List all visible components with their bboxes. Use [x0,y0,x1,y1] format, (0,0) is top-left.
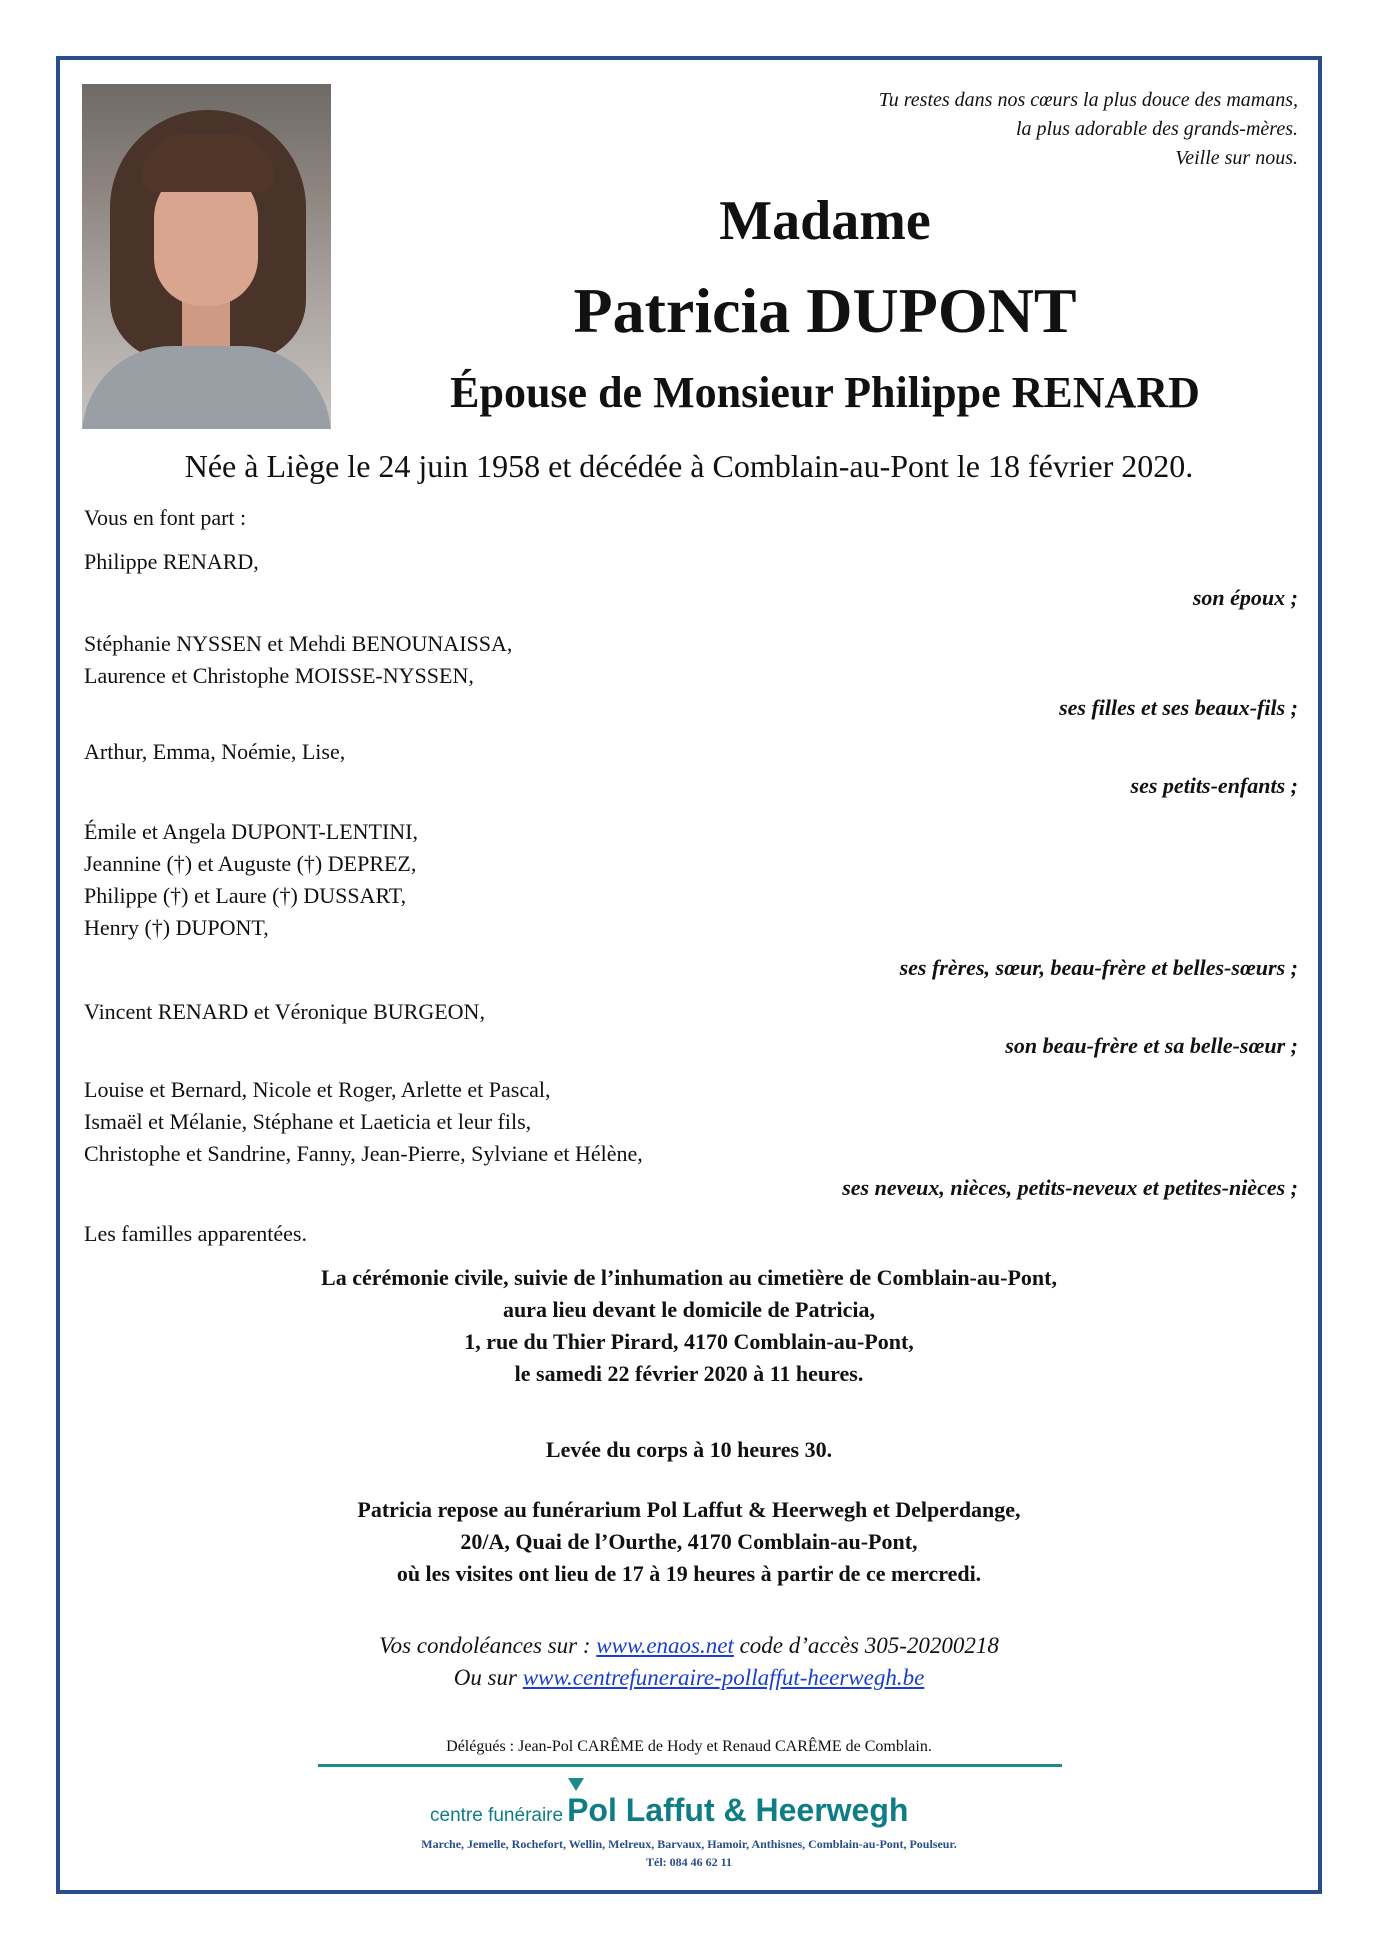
funeral-center-link[interactable]: www.centrefuneraire-pollaffut-heerwegh.be [522,1665,925,1690]
condolences-line-1 [80,1630,1298,1662]
family-relation: ses petits-enfants ; [1130,773,1298,798]
repose-block [80,1494,1298,1590]
families-line: Les familles apparentées. [84,1221,307,1246]
quote-line: Veille sur nous. [1175,147,1298,169]
repose-line: où les visites ont lieu de 17 à 19 heures à partir de ce mercredi. [396,1561,982,1586]
family-names [84,736,1298,768]
honorific-title: Madame [719,190,931,252]
family-relation: ses filles et ses beaux-fils ; [1059,695,1298,720]
family-name-line: Ismaël et Mélanie, Stéphane et Laeticia et leur fils, [84,1109,532,1134]
family-names [84,996,1298,1028]
family-name-line: Philippe (†) et Laure (†) DUSSART, [84,883,407,908]
ceremony-line: aura lieu devant le domicile de Patricia, [502,1297,876,1322]
logo-brand-text: Pol Laffut & Heerwegh [567,1792,909,1828]
family-relation: ses frères, sœur, beau-frère et belles-sœurs ; [899,955,1298,980]
repose-line: 20/A, Quai de l’Ourthe, 4170 Comblain-au-Pont, [460,1529,918,1554]
enaos-link[interactable]: www.enaos.net [596,1633,734,1658]
birth-death-line: Née à Liège le 24 juin 1958 et décédée à Comblain-au-Pont le 18 février 2020. [184,448,1194,484]
spouse-line: Épouse de Monsieur Philippe RENARD [450,368,1200,417]
family-name-line: Christophe et Sandrine, Fanny, Jean-Pierre, Sylviane et Hélène, [84,1141,643,1166]
announce-line: Vous en font part : [84,505,247,530]
family-name-line: Jeannine (†) et Auguste (†) DEPREZ, [84,851,417,876]
family-name-line: Henry (†) DUPONT, [84,915,269,940]
deceased-name: Patricia DUPONT [573,275,1077,346]
quote-line: Tu restes dans nos cœurs la plus douce des mamans, [878,89,1298,111]
logo-triangle-icon [568,1778,584,1791]
quote-line: la plus adorable des grands-mères. [1015,118,1298,140]
family-name-line: Laurence et Christophe MOISSE-NYSSEN, [84,663,474,688]
funeral-center-logo [430,1792,908,1829]
family-names [84,546,1298,578]
repose-line: Patricia repose au funérarium Pol Laffut & Heerwegh et Delperdange, [357,1497,1021,1522]
family-relation: son beau-frère et sa belle-sœur ; [1005,1033,1298,1058]
family-name-line: Vincent RENARD et Véronique BURGEON, [84,999,485,1024]
family-relation: ses neveux, nièces, petits-neveux et petites-nièces ; [842,1175,1298,1200]
condolences-line-2 [80,1662,1298,1694]
family-name-line: Philippe RENARD, [84,549,259,574]
family-names [84,628,1298,692]
footer-divider [318,1764,1062,1767]
family-name-line: Émile et Angela DUPONT-LENTINI, [84,819,419,844]
access-code: code d’accès 305-20200218 [739,1633,999,1658]
family-names [84,1074,1298,1170]
family-name-line: Stéphanie NYSSEN et Mehdi BENOUNAISSA, [84,631,513,656]
condolences-prefix: Vos condoléances sur : [379,1633,591,1658]
epitaph-quote [879,86,1298,173]
towns-line: Marche, Jemelle, Rochefort, Wellin, Melreux, Barvaux, Hamoir, Anthisnes, Comblain-au-Pont, Poulseur. [421,1837,957,1851]
ceremony-line: La cérémonie civile, suivie de l’inhumation au cimetière de Comblain-au-Pont, [321,1265,1057,1290]
family-relation: son époux ; [1192,585,1298,610]
phone-line: Tél: 084 46 62 11 [646,1855,732,1869]
ceremony-line: 1, rue du Thier Pirard, 4170 Comblain-au-Pont, [464,1329,914,1354]
delegates-line: Délégués : Jean-Pol CARÊME de Hody et Renaud CARÊME de Comblain. [446,1738,932,1755]
logo-small-text: centre funéraire [430,1805,564,1826]
family-names [84,816,1298,944]
portrait-photo [82,84,331,429]
ceremony-line: le samedi 22 février 2020 à 11 heures. [514,1361,864,1386]
ceremony-block [80,1262,1298,1390]
family-name-line: Arthur, Emma, Noémie, Lise, [84,739,346,764]
levee-line: Levée du corps à 10 heures 30. [545,1437,833,1462]
condolences-prefix-2: Ou sur [453,1665,517,1690]
family-name-line: Louise et Bernard, Nicole et Roger, Arlette et Pascal, [84,1077,551,1102]
